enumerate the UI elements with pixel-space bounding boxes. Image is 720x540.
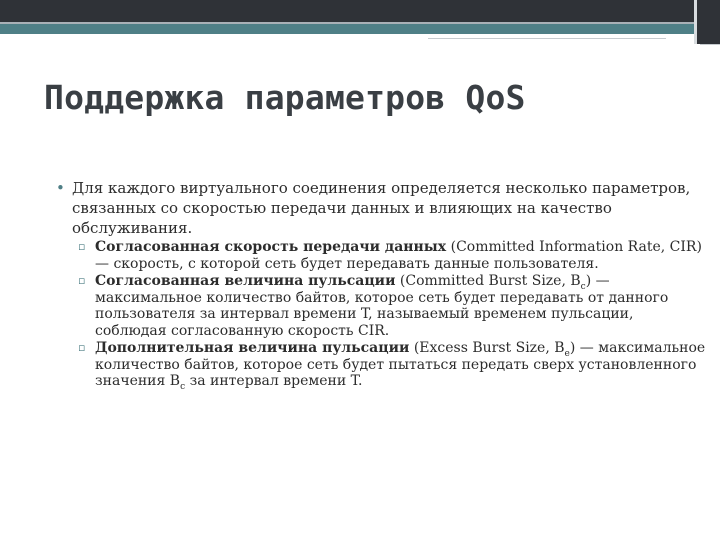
sub-item-bc	[78, 273, 706, 339]
sub-item-be	[78, 340, 706, 390]
definition-bc-a: (Committed Burst Size, B	[395, 273, 581, 289]
corner-accent	[694, 0, 720, 44]
square-bullet-icon: ▫	[78, 274, 86, 287]
slide-title: Поддержка параметров QoS	[44, 78, 526, 117]
definition-be-c: за интервал времени T.	[185, 373, 363, 389]
header-bar-separator	[0, 22, 720, 24]
subscript-c: c	[580, 281, 586, 292]
header-bar-dark	[0, 0, 720, 22]
subscript-e: e	[564, 348, 570, 359]
bullet-icon: •	[56, 179, 65, 197]
sub-item-cir	[78, 239, 706, 272]
definition-bc-b: ) — максимальное количество байтов, которое сеть будет передавать от данного пользователя за интервал времени T, называемый временем пульсации, соблюдая согласованную скорость CIR.	[95, 273, 669, 339]
subscript-c: c	[180, 381, 186, 392]
term-cir: Согласованная скорость передачи данных	[95, 239, 447, 255]
term-bc: Согласованная величина пульсации	[95, 273, 396, 289]
square-bullet-icon: ▫	[78, 240, 86, 253]
term-be: Дополнительная величина пульсации	[95, 340, 410, 356]
main-point	[56, 178, 706, 238]
slide-body	[56, 178, 706, 391]
main-point-text: Для каждого виртуального соединения определяется несколько параметров, связанных со скоростью передачи данных и влияющих на качество обслуживания.	[72, 179, 691, 237]
square-bullet-icon: ▫	[78, 341, 86, 354]
definition-cir: (Committed Information Rate, CIR) — скорость, с которой сеть будет передавать данные пользователя.	[95, 239, 702, 272]
decorative-line-right	[700, 44, 720, 45]
definition-be-b: ) — максимальное количество байтов, которое сеть будет пытаться передать сверх установленного значения B	[95, 340, 706, 389]
sub-list	[56, 239, 706, 390]
decorative-line	[428, 38, 666, 39]
definition-be-a: (Excess Burst Size, B	[409, 340, 565, 356]
